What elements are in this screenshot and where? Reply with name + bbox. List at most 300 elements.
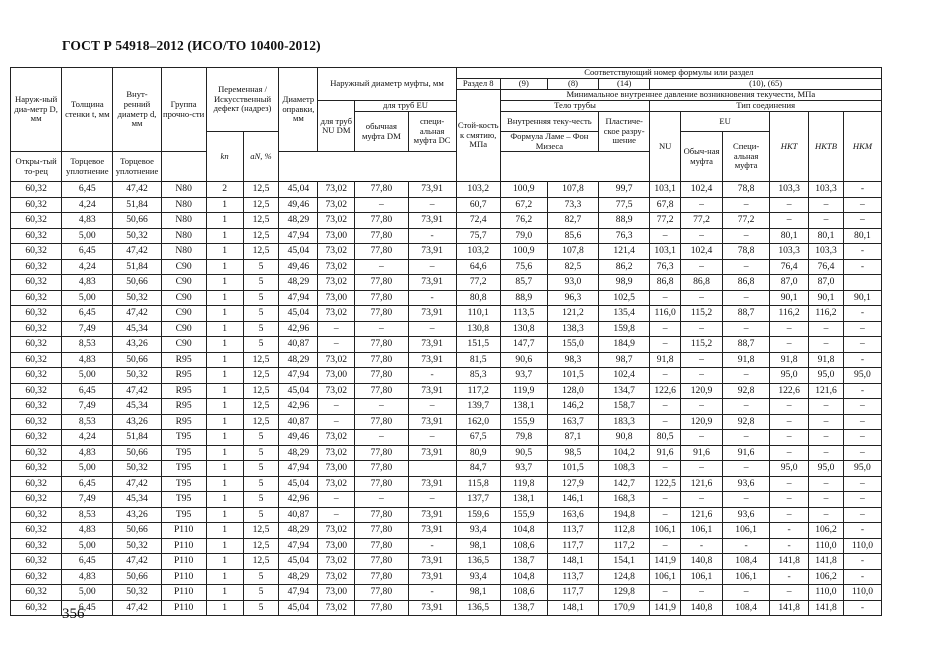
table-cell: -	[408, 538, 456, 554]
table-cell: 1	[206, 492, 243, 508]
header-eu-coupling: для труб EU	[355, 101, 456, 112]
table-cell: 1	[206, 383, 243, 399]
table-cell: T95	[161, 461, 206, 477]
table-cell: 49,46	[279, 259, 318, 275]
table-cell: –	[681, 321, 723, 337]
table-cell: 40,87	[279, 337, 318, 353]
table-row	[11, 569, 882, 585]
header-inner-diameter: Внут-ренний диаметр d, мм	[113, 68, 161, 152]
header-f8: (8)	[547, 79, 598, 90]
table-cell: –	[650, 290, 681, 306]
table-cell: –	[809, 337, 844, 353]
table-cell: 45,04	[279, 182, 318, 198]
table-cell: –	[723, 197, 770, 213]
table-cell: 130,8	[456, 321, 500, 337]
table-cell: 5	[243, 337, 279, 353]
header-wall-thickness: Толщина стенки t, мм	[62, 68, 113, 152]
table-cell: 98,9	[599, 275, 650, 291]
table-cell: –	[770, 476, 809, 492]
table-cell: –	[723, 430, 770, 446]
table-cell: 77,80	[355, 368, 408, 384]
table-cell: 73,02	[318, 182, 355, 198]
table-cell: 6,45	[62, 306, 113, 322]
table-cell: 106,1	[681, 569, 723, 585]
table-cell: 127,9	[547, 476, 598, 492]
table-cell: 148,1	[547, 600, 598, 616]
table-cell: 5	[243, 476, 279, 492]
table-cell: -	[843, 306, 881, 322]
table-cell: 48,29	[279, 275, 318, 291]
header-formula: Соответствующий номер формулы или раздел	[456, 68, 881, 79]
table-cell: 1	[206, 445, 243, 461]
table-cell: 67,5	[456, 430, 500, 446]
table-cell: 100,9	[500, 244, 547, 260]
table-cell: T95	[161, 507, 206, 523]
table-row	[11, 600, 882, 616]
table-cell: 1	[206, 538, 243, 554]
table-cell: 12,5	[243, 182, 279, 198]
table-row	[11, 197, 882, 213]
table-cell: P110	[161, 523, 206, 539]
header-lame: Формула Ламе – Фон Мизеса	[500, 132, 598, 152]
table-cell: 47,42	[113, 306, 161, 322]
table-cell: –	[355, 321, 408, 337]
table-cell: 12,5	[243, 538, 279, 554]
table-cell: 60,32	[11, 399, 62, 415]
table-cell: 138,7	[500, 554, 547, 570]
table-cell: –	[770, 337, 809, 353]
table-cell: 93,6	[723, 507, 770, 523]
table-cell: R95	[161, 368, 206, 384]
header-connection-type: Тип соединения	[650, 101, 882, 112]
table-cell: 77,80	[355, 352, 408, 368]
table-cell: 4,83	[62, 569, 113, 585]
table-cell: 4,83	[62, 275, 113, 291]
table-cell: 122,6	[770, 383, 809, 399]
table-cell: –	[650, 538, 681, 554]
table-cell: 73,00	[318, 585, 355, 601]
table-cell: –	[681, 352, 723, 368]
table-cell: 73,91	[408, 476, 456, 492]
table-cell: 5,00	[62, 538, 113, 554]
table-cell: –	[650, 321, 681, 337]
table-cell: 4,24	[62, 430, 113, 446]
table-cell: 77,80	[355, 461, 408, 477]
table-cell: 8,53	[62, 507, 113, 523]
table-cell: 73,91	[408, 244, 456, 260]
table-cell: 121,6	[681, 476, 723, 492]
header-eu-spec-coupling: Специ-альная муфта	[723, 132, 770, 182]
table-cell: 48,29	[279, 523, 318, 539]
table-cell: 84,7	[456, 461, 500, 477]
table-cell: –	[318, 399, 355, 415]
table-cell: 67,2	[500, 197, 547, 213]
table-cell: C90	[161, 275, 206, 291]
table-cell: 102,4	[681, 182, 723, 198]
table-cell: 6,45	[62, 600, 113, 616]
table-cell: –	[650, 461, 681, 477]
table-cell: 115,2	[681, 306, 723, 322]
table-cell: 104,8	[500, 523, 547, 539]
table-cell: 42,96	[279, 399, 318, 415]
table-cell: –	[318, 414, 355, 430]
header-f9: (9)	[500, 79, 547, 90]
table-cell: 77,80	[355, 554, 408, 570]
table-cell: 60,32	[11, 197, 62, 213]
table-cell: 5	[243, 430, 279, 446]
table-cell: 67,8	[650, 197, 681, 213]
table-cell: C90	[161, 259, 206, 275]
table-cell: 103,1	[650, 182, 681, 198]
table-cell: –	[809, 321, 844, 337]
table-cell: –	[650, 507, 681, 523]
header-inner-yield: Внутренняя теку-честь	[500, 112, 598, 132]
table-cell: 47,94	[279, 368, 318, 384]
table-cell: 47,94	[279, 538, 318, 554]
table-cell: –	[408, 430, 456, 446]
table-cell: 110,0	[843, 538, 881, 554]
table-cell: 1	[206, 352, 243, 368]
table-cell: -	[843, 554, 881, 570]
table-cell: –	[318, 337, 355, 353]
table-cell: 73,02	[318, 197, 355, 213]
table-cell: 6,45	[62, 554, 113, 570]
table-cell: 112,8	[599, 523, 650, 539]
table-cell: 76,3	[650, 259, 681, 275]
table-cell: 106,1	[723, 523, 770, 539]
table-cell: 146,2	[547, 399, 598, 415]
table-cell: 60,32	[11, 461, 62, 477]
table-cell: 79,0	[500, 228, 547, 244]
table-cell: 86,8	[650, 275, 681, 291]
table-cell: –	[723, 321, 770, 337]
table-cell: –	[408, 197, 456, 213]
table-cell: 5,00	[62, 368, 113, 384]
table-cell: 73,91	[408, 337, 456, 353]
header-min-pressure: Минимальное внутреннее давление возникновения текучести, МПа	[500, 90, 881, 101]
table-cell: –	[843, 337, 881, 353]
table-cell: –	[681, 399, 723, 415]
table-row	[11, 492, 882, 508]
table-cell: C90	[161, 290, 206, 306]
table-cell: 50,66	[113, 523, 161, 539]
table-cell: 5	[243, 569, 279, 585]
table-cell: 60,32	[11, 414, 62, 430]
header-end-seal-2: Торцевое уплотнение	[113, 152, 161, 182]
table-cell: 5	[243, 306, 279, 322]
table-cell: 91,6	[650, 445, 681, 461]
table-cell: 95,0	[770, 461, 809, 477]
table-cell: 7,49	[62, 492, 113, 508]
table-cell: 73,00	[318, 228, 355, 244]
table-cell: 139,7	[456, 399, 500, 415]
table-cell: T95	[161, 492, 206, 508]
table-cell: 51,84	[113, 259, 161, 275]
table-cell: 73,02	[318, 600, 355, 616]
table-row	[11, 290, 882, 306]
table-cell: 116,2	[809, 306, 844, 322]
table-cell: 73,02	[318, 445, 355, 461]
table-cell: 134,7	[599, 383, 650, 399]
table-cell: 60,32	[11, 523, 62, 539]
table-cell: 1	[206, 585, 243, 601]
table-cell: 100,9	[500, 182, 547, 198]
table-cell: 12,5	[243, 399, 279, 415]
table-row	[11, 476, 882, 492]
table-cell: 110,0	[809, 538, 844, 554]
table-cell: 5	[243, 461, 279, 477]
table-cell: 120,9	[681, 414, 723, 430]
table-cell: –	[770, 399, 809, 415]
table-cell: 128,0	[547, 383, 598, 399]
table-row	[11, 430, 882, 446]
table-cell: 8,53	[62, 337, 113, 353]
table-cell: 159,6	[456, 507, 500, 523]
table-cell: 50,32	[113, 461, 161, 477]
header-coupling-diameter: Наружный диаметр муфты, мм	[318, 68, 456, 101]
table-cell: 80,1	[843, 228, 881, 244]
table-cell: –	[843, 430, 881, 446]
table-cell: –	[723, 492, 770, 508]
table-cell: 98,1	[456, 538, 500, 554]
table-cell: 12,5	[243, 213, 279, 229]
table-cell: 73,91	[408, 600, 456, 616]
table-cell: 12,5	[243, 383, 279, 399]
table-cell: –	[843, 213, 881, 229]
table-cell: 82,5	[547, 259, 598, 275]
table-cell: 106,1	[650, 569, 681, 585]
table-cell: -	[843, 523, 881, 539]
table-cell: 12,5	[243, 554, 279, 570]
table-cell: 77,80	[355, 228, 408, 244]
table-cell: -	[408, 290, 456, 306]
table-cell: 155,9	[500, 414, 547, 430]
table-cell: 95,0	[843, 461, 881, 477]
table-cell: 73,02	[318, 554, 355, 570]
table-cell: 60,32	[11, 352, 62, 368]
header-f10: (10), (65)	[650, 79, 882, 90]
table-cell: 12,5	[243, 197, 279, 213]
table-cell: 104,8	[500, 569, 547, 585]
table-cell: 73,02	[318, 476, 355, 492]
header-defect: Переменная /Искусственный дефект (надрез)	[206, 68, 279, 132]
table-cell: –	[843, 197, 881, 213]
table-cell: 47,42	[113, 600, 161, 616]
table-cell: 82,7	[547, 213, 598, 229]
table-cell: 60,32	[11, 554, 62, 570]
header-kn: kn	[206, 132, 243, 182]
header-nu: NU	[650, 112, 681, 182]
table-cell: 140,8	[681, 600, 723, 616]
table-cell: 60,32	[11, 445, 62, 461]
table-cell: 121,6	[809, 383, 844, 399]
table-cell: 60,32	[11, 259, 62, 275]
table-cell: 158,7	[599, 399, 650, 415]
table-row	[11, 337, 882, 353]
table-cell: –	[770, 445, 809, 461]
table-cell: 92,8	[723, 383, 770, 399]
table-cell: –	[843, 507, 881, 523]
table-cell: 47,42	[113, 476, 161, 492]
table-cell: 45,04	[279, 554, 318, 570]
table-cell: 1	[206, 213, 243, 229]
table-cell: –	[408, 259, 456, 275]
table-cell: R95	[161, 399, 206, 415]
table-cell: 95,0	[843, 368, 881, 384]
table-cell	[843, 275, 881, 291]
table-cell: 1	[206, 321, 243, 337]
table-cell: 60,32	[11, 337, 62, 353]
table-cell: 73,02	[318, 383, 355, 399]
table-cell: 1	[206, 476, 243, 492]
table-cell: –	[355, 430, 408, 446]
table-cell: 73,91	[408, 445, 456, 461]
table-cell: 110,1	[456, 306, 500, 322]
table-cell: –	[723, 585, 770, 601]
table-cell: 80,5	[650, 430, 681, 446]
table-cell: N80	[161, 213, 206, 229]
table-cell: –	[650, 399, 681, 415]
table-cell: 163,7	[547, 414, 598, 430]
table-cell: P110	[161, 569, 206, 585]
header-nkm: НКМ	[843, 112, 881, 182]
table-cell: C90	[161, 337, 206, 353]
table-cell: 60,32	[11, 507, 62, 523]
table-cell: 85,7	[500, 275, 547, 291]
table-cell: 73,3	[547, 197, 598, 213]
table-cell: 117,2	[456, 383, 500, 399]
table-row	[11, 275, 882, 291]
table-cell: 90,1	[809, 290, 844, 306]
table-cell: 73,02	[318, 523, 355, 539]
table-cell: 1	[206, 569, 243, 585]
table-cell: 136,5	[456, 600, 500, 616]
header-section8: Раздел 8	[456, 79, 500, 90]
table-cell: 49,46	[279, 197, 318, 213]
table-cell: –	[843, 492, 881, 508]
table-cell: 43,26	[113, 507, 161, 523]
table-cell: 91,8	[809, 352, 844, 368]
table-cell: –	[681, 461, 723, 477]
table-cell: 106,1	[650, 523, 681, 539]
header-eu-std-coupling: Обыч-ная муфта	[681, 132, 723, 182]
table-cell: 91,6	[723, 445, 770, 461]
table-cell: 95,0	[809, 368, 844, 384]
table-cell: 106,1	[681, 523, 723, 539]
table-cell: 117,2	[599, 538, 650, 554]
table-cell: 77,2	[650, 213, 681, 229]
table-row	[11, 213, 882, 229]
table-cell: -	[843, 259, 881, 275]
table-cell: 141,9	[650, 600, 681, 616]
table-cell: 98,7	[599, 352, 650, 368]
table-cell: 73,91	[408, 554, 456, 570]
header-f14: (14)	[599, 79, 650, 90]
table-cell: 60,32	[11, 569, 62, 585]
table-cell: –	[681, 585, 723, 601]
table-cell: -	[770, 538, 809, 554]
table-cell: 135,4	[599, 306, 650, 322]
table-cell: 47,94	[279, 585, 318, 601]
table-cell: 60,32	[11, 290, 62, 306]
table-cell: 184,9	[599, 337, 650, 353]
table-cell: 6,45	[62, 244, 113, 260]
table-row	[11, 461, 882, 477]
table-cell: 95,0	[809, 461, 844, 477]
table-cell: 103,3	[809, 182, 844, 198]
header-eu: EU	[681, 112, 770, 132]
table-cell: 1	[206, 290, 243, 306]
table-cell: –	[843, 476, 881, 492]
table-cell: 106,2	[809, 523, 844, 539]
table-cell: P110	[161, 600, 206, 616]
table-cell: 45,04	[279, 476, 318, 492]
table-cell: 50,32	[113, 585, 161, 601]
table-header	[11, 68, 882, 182]
table-cell: 103,1	[650, 244, 681, 260]
table-cell: –	[355, 492, 408, 508]
table-cell: 124,8	[599, 569, 650, 585]
table-cell: 90,5	[500, 445, 547, 461]
table-cell: 5	[243, 275, 279, 291]
table-cell: 50,66	[113, 352, 161, 368]
table-cell: 92,8	[723, 414, 770, 430]
table-cell: 87,1	[547, 430, 598, 446]
table-cell: 122,5	[650, 476, 681, 492]
header-an: aN, %	[243, 132, 279, 182]
table-cell: 60,32	[11, 244, 62, 260]
table-cell: 60,32	[11, 430, 62, 446]
table-cell: 60,32	[11, 383, 62, 399]
table-cell: –	[770, 430, 809, 446]
table-cell: 72,4	[456, 213, 500, 229]
table-cell: 47,42	[113, 182, 161, 198]
table-cell: 93,7	[500, 368, 547, 384]
table-cell: 108,3	[599, 461, 650, 477]
table-cell: –	[843, 414, 881, 430]
table-cell: 117,7	[547, 585, 598, 601]
table-cell: 73,91	[408, 507, 456, 523]
table-cell: –	[723, 259, 770, 275]
table-cell: –	[650, 337, 681, 353]
table-cell: 4,83	[62, 523, 113, 539]
table-cell: -	[408, 228, 456, 244]
table-cell: –	[770, 492, 809, 508]
table-row	[11, 244, 882, 260]
table-row	[11, 228, 882, 244]
table-cell: 60,32	[11, 538, 62, 554]
table-cell: N80	[161, 228, 206, 244]
table-row	[11, 259, 882, 275]
table-cell: –	[723, 461, 770, 477]
table-cell: 110,0	[809, 585, 844, 601]
table-cell: 77,80	[355, 383, 408, 399]
table-cell: 108,4	[723, 600, 770, 616]
table-cell: 1	[206, 197, 243, 213]
table-cell: 77,80	[355, 507, 408, 523]
header-plastic: Пластиче-ское разру-шение	[599, 112, 650, 152]
table-cell: 48,29	[279, 213, 318, 229]
table-cell: 60,32	[11, 321, 62, 337]
table-cell: 93,4	[456, 523, 500, 539]
table-cell: -	[723, 538, 770, 554]
table-cell: 93,6	[723, 476, 770, 492]
table-cell: 146,1	[547, 492, 598, 508]
table-cell: 103,3	[809, 244, 844, 260]
table-cell: –	[681, 259, 723, 275]
table-cell: -	[843, 600, 881, 616]
table-cell: 45,04	[279, 306, 318, 322]
